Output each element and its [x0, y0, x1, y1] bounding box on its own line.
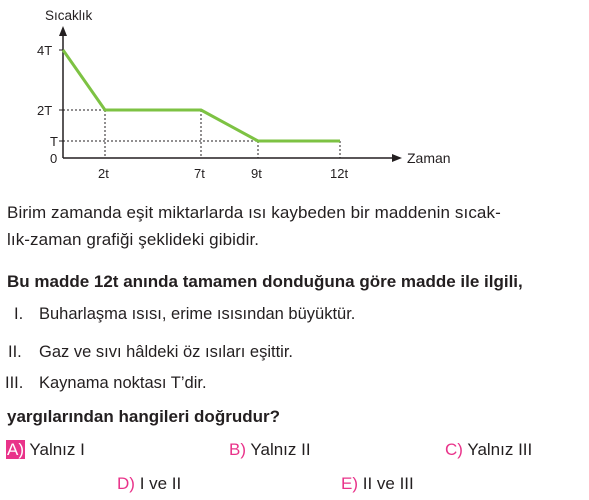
- option-a-text: Yalnız I: [29, 440, 85, 459]
- question-text-line-2: yargılarından hangileri doğrudur?: [7, 407, 280, 426]
- option-e[interactable]: [341, 474, 414, 494]
- option-c[interactable]: [445, 440, 532, 460]
- statement-2-number: II.: [8, 343, 22, 361]
- guide-lines: [63, 110, 340, 158]
- intro-text-line-2: lık-zaman grafiği şeklideki gibidir.: [7, 230, 260, 249]
- statement-3-number: III.: [5, 374, 24, 392]
- x-tick-label-7t: 7t: [194, 166, 205, 181]
- question-text-line-1: Bu madde 12t anında tamamen donduğuna göre madde ile ilgili,: [7, 272, 523, 291]
- statement-1-text: Buharlaşma ısısı, erime ısısından büyüktür.: [39, 305, 356, 323]
- option-b[interactable]: [229, 440, 311, 460]
- x-tick-label-12t: 12t: [330, 166, 349, 181]
- y-tick-label-T: T: [50, 134, 58, 149]
- option-d[interactable]: [117, 474, 181, 494]
- statement-2-text: Gaz ve sıvı hâldeki öz ısıları eşittir.: [39, 343, 294, 361]
- y-tick-label-0: 0: [50, 151, 58, 166]
- statement-1-number: I.: [14, 305, 24, 323]
- temperature-time-graph: [0, 0, 589, 190]
- option-d-letter: D): [117, 474, 135, 493]
- y-tick-label-2T: 2T: [37, 103, 53, 118]
- option-a[interactable]: [6, 440, 85, 460]
- option-e-letter: E): [341, 474, 358, 493]
- option-b-text: Yalnız II: [250, 440, 311, 459]
- option-b-letter: B): [229, 440, 246, 459]
- x-tick-label-2t: 2t: [98, 166, 109, 181]
- option-d-text: I ve II: [139, 474, 182, 493]
- y-axis-title: Sıcaklık: [45, 8, 93, 23]
- option-e-text: II ve III: [362, 474, 414, 493]
- x-axis-title: Zaman: [407, 150, 451, 166]
- intro-text-line-1: Birim zamanda eşit miktarlarda ısı kaybeden bir maddenin sıcak-: [7, 203, 501, 222]
- option-a-letter: A): [7, 440, 24, 459]
- option-c-letter: C): [445, 440, 463, 459]
- x-axis-arrow-icon: [392, 154, 402, 162]
- x-tick-label-9t: 9t: [251, 166, 262, 181]
- y-tick-label-4T: 4T: [37, 43, 53, 58]
- option-c-text: Yalnız III: [467, 440, 533, 459]
- statement-3-text: Kaynama noktası T’dir.: [39, 374, 207, 392]
- y-axis-arrow-icon: [59, 26, 67, 36]
